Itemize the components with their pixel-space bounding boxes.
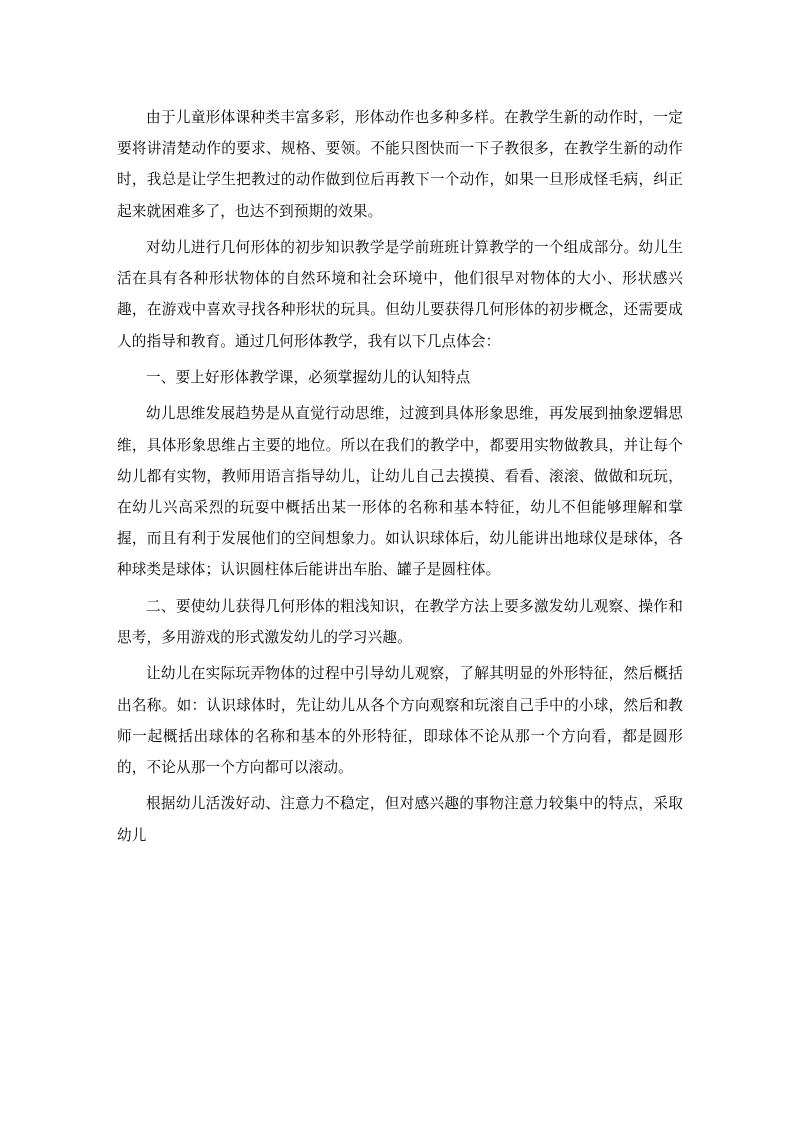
section-heading-cognitive-traits: 一、要上好形体教学课，必须掌握幼儿的认知特点 bbox=[146, 369, 471, 386]
paragraph-attention-traits: 根据幼儿活泼好动、注意力不稳定，但对感兴趣的事物注意力较集中的特点，采取幼儿 bbox=[117, 795, 683, 844]
paragraph-observation-example: 让幼儿在实际玩弄物体的过程中引导幼儿观察，了解其明显的外形特征，然后概括出名称。如：认识球体时，先让幼儿从各个方向观察和玩滚自己手中的小球，然后和教师一起概括出球体的名称和基本的外形特征，即球体不论从那一个方向看，都是圆形的，不论从那一个方向都可以滚动。 bbox=[117, 665, 683, 776]
section-heading-teaching-methods: 二、要使幼儿获得几何形体的粗浅知识，在教学方法上要多激发幼儿观察、操作和思考，多用游戏的形式激发幼儿的学习兴趣。 bbox=[117, 597, 683, 646]
paragraph-geometry-intro: 对幼儿进行几何形体的初步知识教学是学前班班计算教学的一个组成部分。幼儿生活在具有各种形状物体的自然环境和社会环境中，他们很早对物体的大小、形状感兴趣，在游戏中喜欢寻找各种形状的玩具。但幼儿要获得几何形体的初步概念，还需要成人的指导和教育。通过几何形体教学，我有以下几点体会： bbox=[117, 239, 683, 350]
paragraph-teaching-new-movements: 由于儿童形体课种类丰富多彩，形体动作也多种多样。在教学生新的动作时，一定要将讲清楚动作的要求、规格、要领。不能只图快而一下子教很多，在教学生新的动作时，我总是让学生把教过的动作做到位后再教下一个动作，如果一旦形成怪毛病，纠正起来就困难多了，也达不到预期的效果。 bbox=[117, 109, 683, 220]
paragraph-thinking-development: 幼儿思维发展趋势是从直觉行动思维，过渡到具体形象思维，再发展到抽象逻辑思维，具体形象思维占主要的地位。所以在我们的教学中，都要用实物做教具，并让每个幼儿都有实物，教师用语言指导幼儿，让幼儿自己去摸摸、看看、滚滚、做做和玩玩，在幼儿兴高采烈的玩耍中概括出某一形体的名称和基本特征，幼儿不但能够理解和掌握，而且有利于发展他们的空间想象力。如认识球体后，幼儿能讲出地球仪是球体，各种球类是球体；认识圆柱体后能讲出车胎、罐子是圆柱体。 bbox=[117, 405, 683, 579]
document-page bbox=[117, 102, 683, 856]
